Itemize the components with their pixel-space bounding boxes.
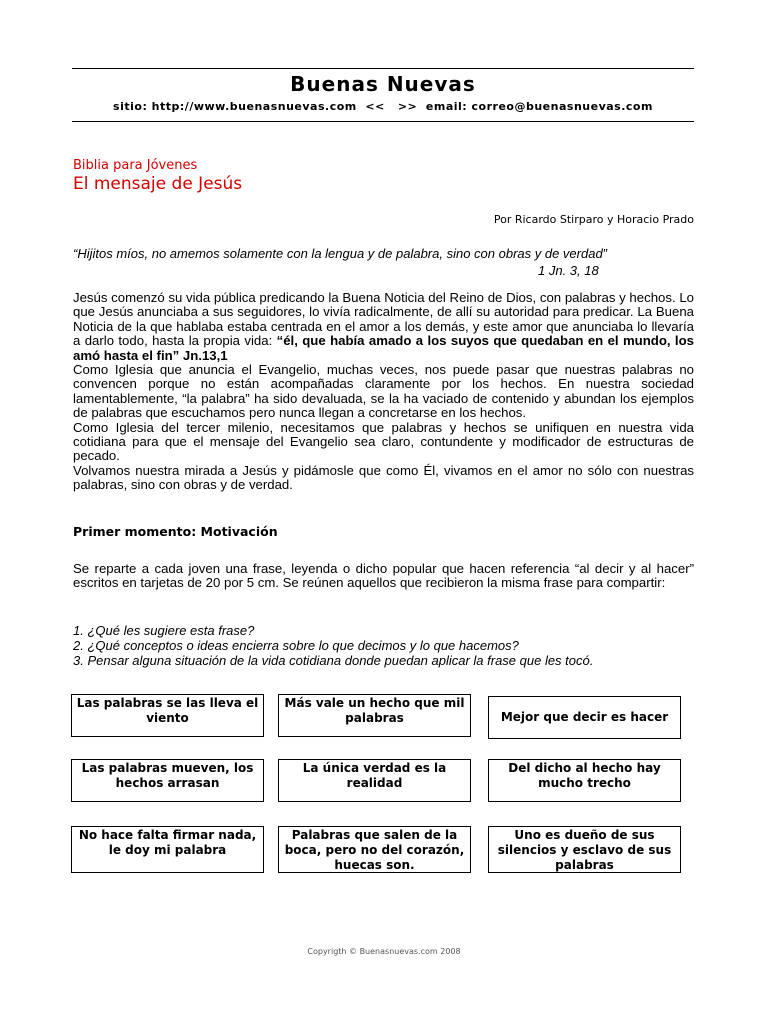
paragraph-3: Como Iglesia del tercer milenio, necesitamos que palabras y hechos se unifiquen en nuestra vida cotidiana para que el mensaje del Evangelio sea claro, contundente y modificador de estructuras de pecado. [73, 419, 694, 464]
section-heading: Primer momento: Motivación [73, 524, 278, 539]
site-title: Buenas Nuevas [290, 72, 476, 96]
phrase-card: Palabras que salen de la boca, pero no del corazón, huecas son. [278, 826, 471, 873]
paragraph-1-bold-citation: “él, que había amado a los suyos que quedaban en el mundo, los amó hasta el fin” Jn.13,1 [73, 333, 694, 363]
paragraph-2: Como Iglesia que anuncia el Evangelio, muchas veces, nos puede pasar que nuestras palabras no convencen porque no están acompañadas claramente por los hechos. En nuestra sociedad lamentablemente, “la palabra” ha sido devaluada, se la ha vaciado de contenido y abundan los ejemplos de palabras que escuchamos pero nunca llegan a concretarse en los hechos. [73, 362, 694, 421]
phrase-card: No hace falta firmar nada, le doy mi palabra [71, 826, 264, 873]
phrase-card: La única verdad es la realidad [278, 759, 471, 802]
phrase-card: Del dicho al hecho hay mucho trecho [488, 759, 681, 802]
epigraph-reference: 1 Jn. 3, 18 [538, 263, 599, 278]
paragraph-1-text: Jesús comenzó su vida pública predicando la Buena Noticia del Reino de Dios, con palabras y hechos. Lo que Jesús anunciaba a sus seguidores, lo vivía radicalmente, de allí su autoridad para predicar. La Buena Noticia de la que hablaba estaba centrada en el amor a los demás, y este amor que anunciaba lo llevaría a darlo todo, hasta la propia vida: [73, 290, 694, 349]
body-text [73, 291, 694, 493]
top-rule [72, 68, 694, 69]
question-item: 3. Pensar alguna situación de la vida cotidiana donde puedan aplicar la frase que les tocó. [73, 653, 594, 668]
site-subtitle: sitio: http://www.buenasnuevas.com << >> email: correo@buenasnuevas.com [113, 100, 653, 113]
copyright-footer: Copyrigth © Buenasnuevas.com 2008 [307, 947, 461, 956]
question-list [73, 623, 694, 668]
document-kicker: Biblia para Jóvenes [73, 158, 198, 173]
epigraph-quote: “Hijitos míos, no amemos solamente con la lengua y de palabra, sino con obras y de verdad” [73, 246, 608, 261]
phrase-card: Uno es dueño de sus silencios y esclavo de sus palabras [488, 826, 681, 873]
paragraph-1 [73, 291, 694, 363]
phrase-card: Las palabras se las lleva el viento [71, 694, 264, 737]
intro-paragraph: Se reparte a cada joven una frase, leyenda o dicho popular que hacen referencia “al decir y al hacer” escritos en tarjetas de 20 por 5 cm. Se reúnen aquellos que recibieron la misma frase para compartir: [73, 561, 694, 591]
header-bottom-rule [72, 121, 694, 122]
question-item: 1. ¿Qué les sugiere esta frase? [73, 623, 255, 638]
phrase-card: Las palabras mueven, los hechos arrasan [71, 759, 264, 802]
phrase-card: Más vale un hecho que mil palabras [278, 694, 471, 737]
document-title: El mensaje de Jesús [73, 174, 243, 194]
author-line: Por Ricardo Stirparo y Horacio Prado [493, 213, 694, 226]
phrase-card: Mejor que decir es hacer [488, 696, 681, 739]
question-item: 2. ¿Qué conceptos o ideas encierra sobre lo que decimos y lo que hacemos? [73, 638, 519, 653]
paragraph-4: Volvamos nuestra mirada a Jesús y pidámosle que como Él, vivamos en el amor no sólo con nuestras palabras, sino con obras y de verdad. [73, 462, 694, 493]
